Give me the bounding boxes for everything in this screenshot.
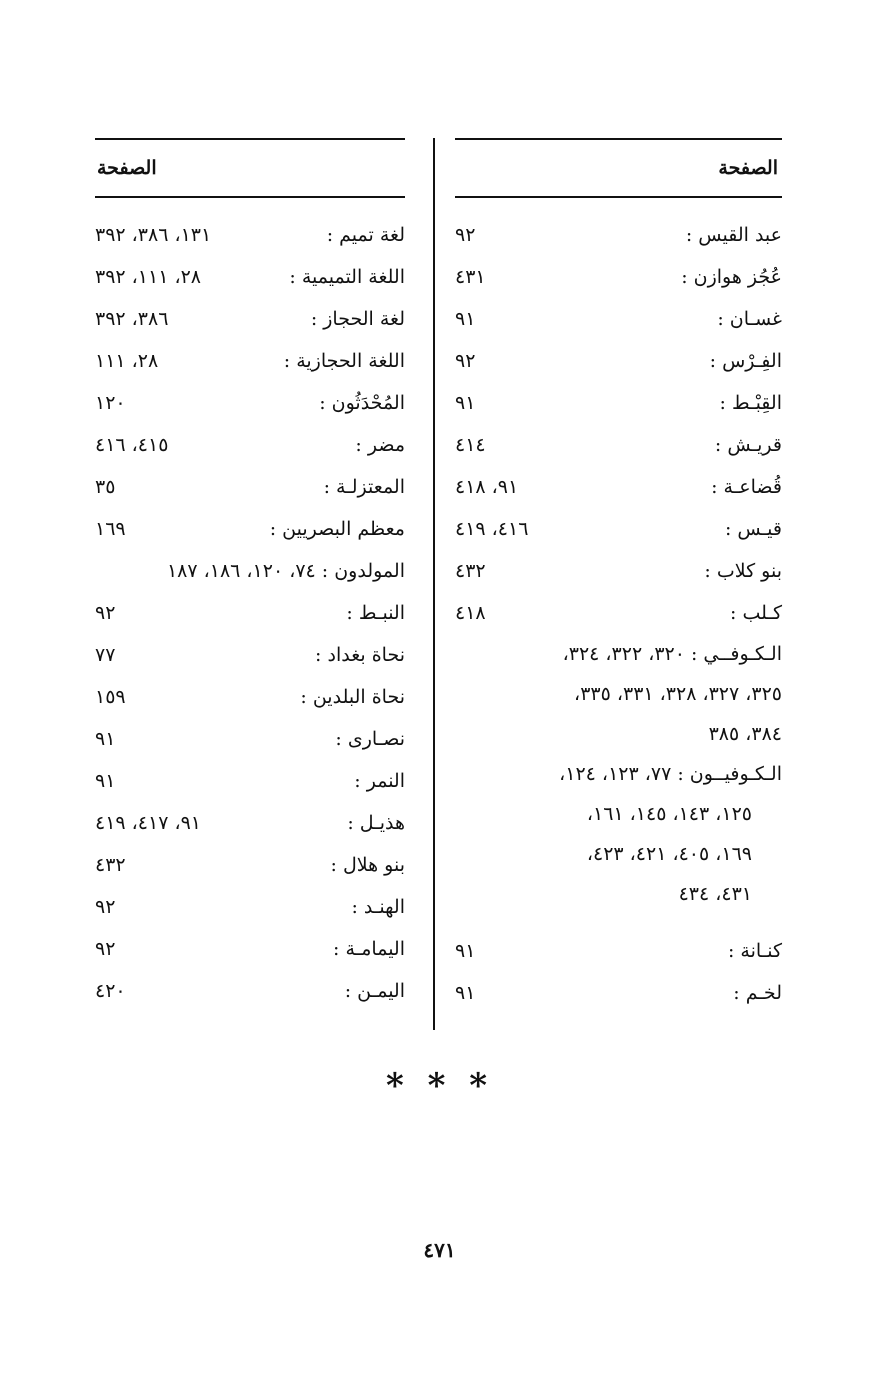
entry-term: عبد القيس : [685,224,782,246]
index-entry [455,592,782,634]
entry-term: النبـط : [346,602,405,624]
column-divider [433,138,435,1030]
entry-pages: ٩١، ٤١٨ [455,476,519,498]
index-entry [95,718,405,760]
entry-pages: ٤٣٢ [455,560,486,582]
entry-term: بنو كلاب : [704,560,782,582]
entry-term: النمر : [354,770,405,792]
page-number: ٤٧١ [423,1238,456,1262]
index-entry [95,676,405,718]
entry-pages: ٣٨٦، ٣٩٢ [95,308,169,330]
index-entry [455,340,782,382]
entry-list [95,198,405,1012]
kufiyun-entry-line: ١٢٥، ١٤٣، ١٤٥، ١٦١، [586,803,752,825]
entry-pages: ٤١٨ [455,602,486,624]
kufi-entry-line: الـكـوفــي : ٣٢٠، ٣٢٢، ٣٢٤، [562,643,782,665]
index-entry [95,550,405,592]
left-column [95,138,405,1012]
entry-term: قُضاعـة : [711,476,782,498]
index-entry [95,424,405,466]
index-entry [95,298,405,340]
entry-pages: ٤١٥، ٤١٦ [95,434,169,456]
index-entry [95,214,405,256]
entry-pages: ١٢٠ [95,392,126,414]
entry-pages: ١٦٩ [95,518,126,540]
index-entry [455,256,782,298]
entry-term: لغة الحجاز : [310,308,405,330]
entry-term: المولدون : ٧٤، ١٢٠، ١٨٦، ١٨٧ [166,560,405,582]
entry-term: قريـش : [714,434,782,456]
entry-pages: ٩١ [95,728,116,750]
right-column [455,138,782,1014]
index-entry [95,382,405,424]
entry-pages: ٧٧ [95,644,116,666]
index-entry [455,550,782,592]
entry-term: مضر : [355,434,405,456]
index-entry [455,508,782,550]
page-header: الصفحة [97,157,157,179]
page-header: الصفحة [718,157,778,179]
index-entry [95,844,405,886]
entry-term: هذيـل : [347,812,405,834]
entry-term: كنـانة : [727,940,782,962]
entry-pages: ١٣١، ٣٨٦، ٣٩٢ [95,224,212,246]
kufiyun-entry-line: ٤٣١، ٤٣٤ [678,883,752,905]
entry-pages: ٩٢ [95,602,116,624]
entry-pages: ٤١٦، ٤١٩ [455,518,529,540]
kufi-entry-line: ٣٨٤، ٣٨٥ [708,723,782,745]
index-entry [95,340,405,382]
entry-term: اللغة التميمية : [289,266,405,288]
entry-term: نحاة البلدين : [300,686,405,708]
index-entry [455,972,782,1014]
entry-pages: ٤٣٢ [95,854,126,876]
index-entry [95,886,405,928]
entry-term: لغة تميم : [326,224,405,246]
index-entry [455,298,782,340]
index-entry [455,424,782,466]
entry-term: المعتزلـة : [323,476,405,498]
index-entry [95,970,405,1012]
entry-term: القِبْـط : [719,392,782,414]
entry-term: الفِـرْس : [709,350,782,372]
entry-term: غسـان : [717,308,782,330]
entry-term: لخـم : [733,982,782,1004]
entry-pages: ٩٢ [95,896,116,918]
entry-pages: ٩٢ [455,224,476,246]
entry-term: الهنـد : [351,896,405,918]
entry-term: المُحْدَثُون : [319,392,405,414]
entry-pages: ١٥٩ [95,686,126,708]
entry-pages: ٩١ [95,770,116,792]
entry-pages: ٩١ [455,308,476,330]
entry-pages: ٢٨، ١١١ [95,350,159,372]
entry-term: نحاة بغداد : [315,644,405,666]
kufiyun-entry-line: ١٦٩، ٤٠٥، ٤٢١، ٤٢٣، [586,843,752,865]
kufiyun-entry-line: الـكـوفيــون : ٧٧، ١٢٣، ١٢٤، [559,763,782,785]
index-entry [95,256,405,298]
entry-term: معظم البصريين : [269,518,405,540]
index-entry [455,382,782,424]
index-entry [455,930,782,972]
entry-pages: ٤٢٠ [95,980,126,1002]
entry-pages: ٩١ [455,392,476,414]
entry-pages: ٩٢ [455,350,476,372]
entry-term: كـلب : [730,602,782,624]
entry-term: قيـس : [724,518,782,540]
entry-pages: ٤١٤ [455,434,486,456]
index-entry [95,928,405,970]
index-entry [95,592,405,634]
index-entry [95,466,405,508]
entry-term: عُجُز هوازن : [681,266,782,288]
entry-term: بنو هلال : [330,854,405,876]
kufi-entry-line: ٣٢٥، ٣٢٧، ٣٢٨، ٣٣١، ٣٣٥، [574,683,782,705]
index-entry [95,508,405,550]
entry-pages: ٩١ [455,940,476,962]
entry-list [455,198,782,1014]
index-entry [455,214,782,256]
entry-pages: ٤٣١ [455,266,486,288]
entry-pages: ٣٥ [95,476,116,498]
index-entry [95,802,405,844]
entry-pages: ٩١، ٤١٧، ٤١٩ [95,812,202,834]
entry-pages: ٩١ [455,982,476,1004]
entry-term: اليمامـة : [333,938,405,960]
entry-pages: ٢٨، ١١١، ٣٩٢ [95,266,202,288]
entry-pages: ٩٢ [95,938,116,960]
entry-term: اليمـن : [344,980,405,1002]
section-separator: * * * [385,1066,493,1106]
entry-term: نصـارى : [335,728,405,750]
entry-term: اللغة الحجازية : [283,350,405,372]
index-entry [95,634,405,676]
index-entry [95,760,405,802]
index-entry [455,466,782,508]
